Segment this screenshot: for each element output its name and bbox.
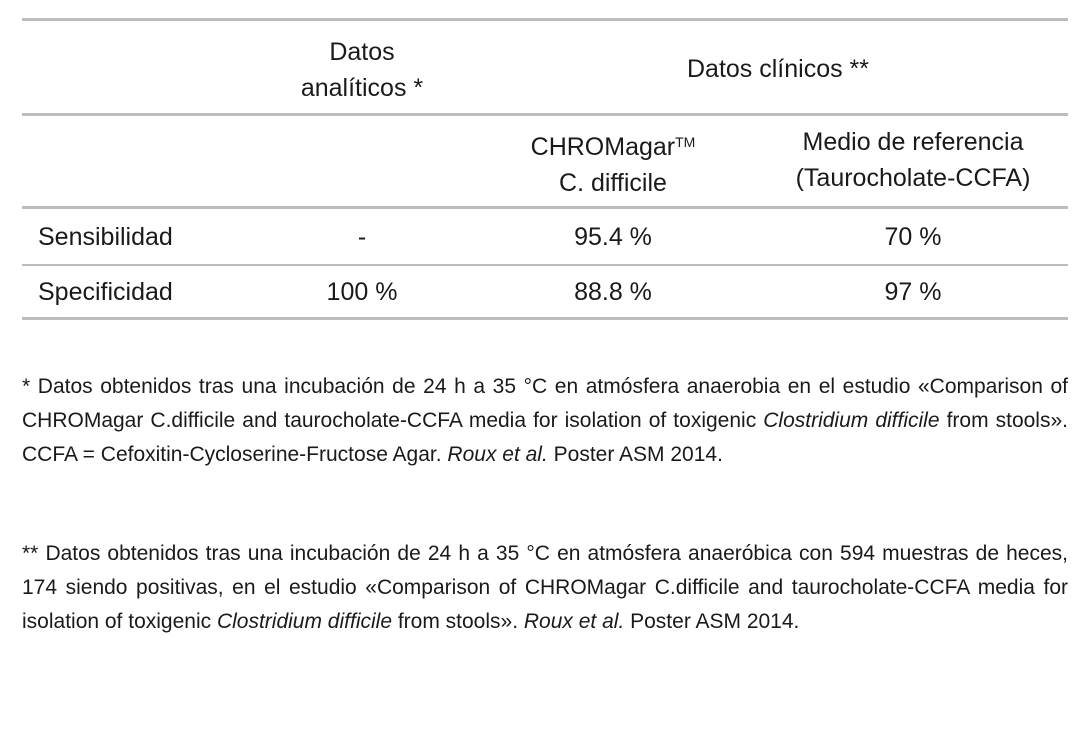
header-reference-line1: Medio de referencia: [802, 128, 1024, 156]
trademark-mark: TM: [675, 134, 696, 150]
header-reference-line2: (Taurocholate-CCFA): [795, 164, 1031, 192]
organism-name: Clostridium difficile: [216, 610, 392, 633]
footnote-analytical: * Datos obtenidos tras una incubación de 24 h a 35 °C en atmósfera anaerobia en el estudio «Comparison of CHROMagar C.difficile and taurocholate-CCFA media for isolation of toxigenic Clostridium difficile from stools». CCFA = Cefoxitin-Cycloserine-Fructose Agar. Roux et al. Poster ASM 2014.: [22, 375, 1068, 466]
cell-specificity-analytical: 100 %: [326, 278, 398, 306]
header-analytical-line2: analíticos *: [300, 74, 424, 102]
cell-sensitivity-reference: 70 %: [884, 223, 942, 251]
header-analytical: [262, 34, 462, 106]
organism-name: Clostridium difficile: [763, 409, 940, 432]
cell-specificity-chromagar: 88.8 %: [574, 278, 652, 306]
header-reference: [758, 124, 1068, 196]
header-chromagar: [480, 124, 746, 201]
row-label-sensitivity: Sensibilidad: [38, 223, 173, 251]
subheader-rule: [22, 206, 1068, 209]
header-chromagar-line1: CHROMagar™: [530, 133, 696, 161]
cell-sensitivity-analytical: -: [357, 223, 367, 251]
footnote-clinical: ** Datos obtenidos tras una incubación de 24 h a 35 °C en atmósfera anaeróbica con 594 muestras de heces, 174 siendo positivas, en el estudio «Comparison of CHROMagar C.difficile and taurocholate-CCFA media for isolation of toxigenic Clostridium difficile from stools». Roux et al. Poster ASM 2014.: [22, 542, 1068, 633]
header-chromagar-line2: C. difficile: [559, 169, 667, 197]
header-analytical-line1: Datos: [329, 38, 395, 66]
cell-sensitivity-chromagar: 95.4 %: [574, 223, 652, 251]
header-clinical: Datos clínicos **: [686, 55, 870, 83]
header-rule: [22, 113, 1068, 116]
table-top-rule: [22, 18, 1068, 21]
citation-authors: Roux et al.: [523, 610, 625, 633]
row-label-specificity: Specificidad: [38, 278, 173, 306]
row-divider: [22, 264, 1068, 266]
cell-specificity-reference: 97 %: [884, 278, 942, 306]
citation-authors: Roux et al.: [447, 443, 548, 466]
table-bottom-rule: [22, 317, 1068, 320]
